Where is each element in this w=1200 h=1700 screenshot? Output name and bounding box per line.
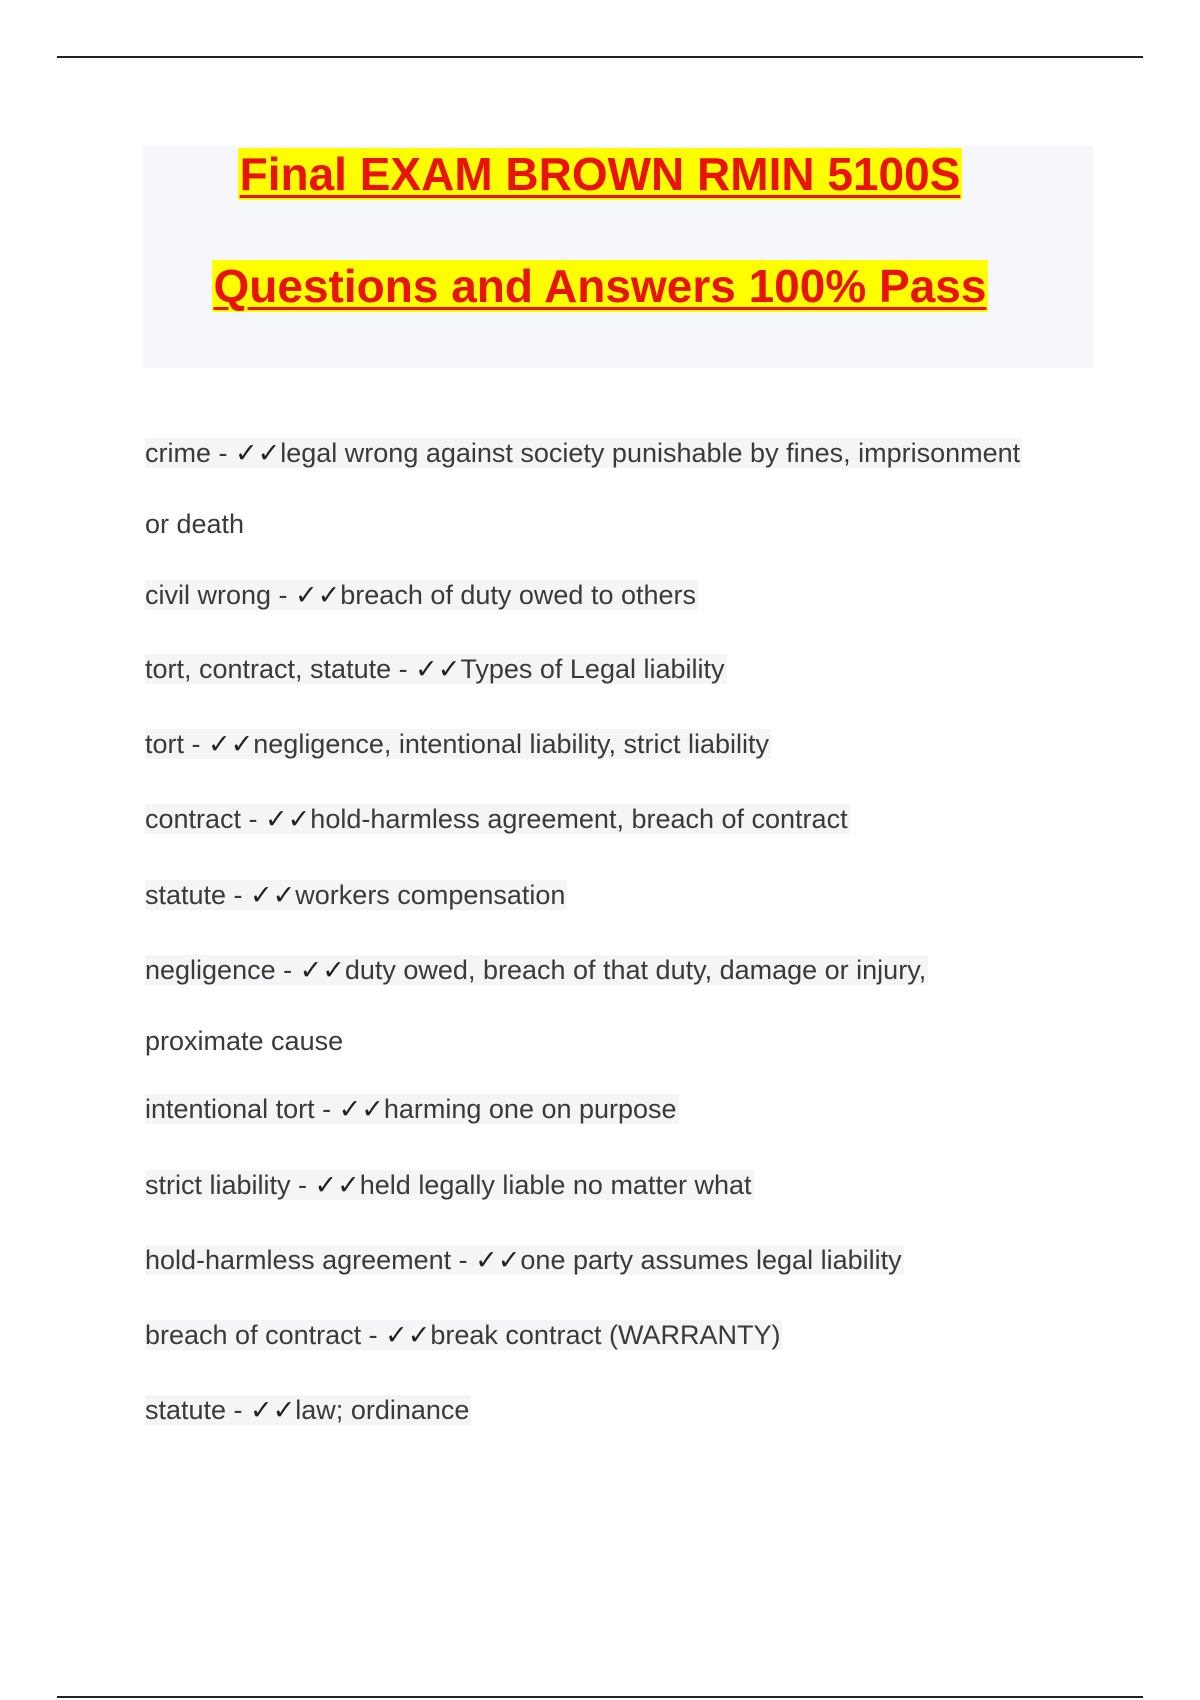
check-marks: ✓✓ [265,804,311,834]
definition-entry-liability-types [145,650,727,688]
entry-term: contract - [145,804,266,834]
entry-definition: held legally liable no matter what [359,1170,752,1200]
check-marks: ✓✓ [208,729,254,759]
entry-term: statute - [145,880,251,910]
entry-definition: harming one on purpose [383,1094,677,1124]
entry-definition: workers compensation [295,880,566,910]
entry-definition: one party assumes legal liability [520,1245,902,1275]
entry-definition: legal wrong against society punishable by fines, imprisonment [280,438,1021,468]
entry-definition-continuation: or death [145,509,245,539]
definition-entry-breach-of-contract [145,1316,782,1354]
document-title-text-2: Questions and Answers 100% Pass [213,260,987,312]
check-marks: ✓✓ [299,955,345,985]
check-marks: ✓✓ [338,1094,384,1124]
definition-entry-crime [145,434,1022,472]
definition-entry-statute-law [145,1391,471,1429]
entry-definition-continuation: proximate cause [145,1026,344,1056]
bottom-divider [57,1696,1143,1698]
entry-term: strict liability - [145,1170,315,1200]
definition-entry-statute [145,876,567,914]
definition-entry-negligence [145,951,928,989]
check-marks: ✓✓ [295,580,341,610]
definition-entry-hold-harmless [145,1241,904,1279]
definition-entry-contract [145,800,850,838]
check-marks: ✓✓ [385,1320,431,1350]
document-title-line-2 [0,258,1200,314]
entry-term: hold-harmless agreement - [145,1245,476,1275]
definition-entry-intentional-tort [145,1090,679,1128]
definition-entry-negligence-continuation [145,1022,343,1060]
document-title-text-1: Final EXAM BROWN RMIN 5100S [239,148,961,200]
definition-entry-civil-wrong [145,576,698,614]
entry-term: statute - [145,1395,251,1425]
definition-entry-crime-continuation [145,505,244,543]
entry-definition: break contract (WARRANTY) [430,1320,781,1350]
top-divider [57,56,1143,58]
entry-term: tort - [145,729,209,759]
entry-definition: hold-harmless agreement, breach of contract [310,804,848,834]
entry-term: breach of contract - [145,1320,386,1350]
entry-term: tort, contract, statute - [145,654,416,684]
check-marks: ✓✓ [314,1170,360,1200]
entry-definition: Types of Legal liability [460,654,725,684]
document-title-line-1 [0,146,1200,202]
entry-definition: duty owed, breach of that duty, damage or injury, [344,955,927,985]
entry-term: civil wrong - [145,580,296,610]
definition-entry-strict-liability [145,1166,754,1204]
check-marks: ✓✓ [235,438,281,468]
entry-term: negligence - [145,955,300,985]
entry-definition: breach of duty owed to others [340,580,697,610]
check-marks: ✓✓ [250,1395,296,1425]
entry-definition: negligence, intentional liability, strict liability [253,729,770,759]
check-marks: ✓✓ [250,880,296,910]
entry-term: crime - [145,438,235,468]
definition-entry-tort [145,725,771,763]
entry-term: intentional tort - [145,1094,339,1124]
check-marks: ✓✓ [475,1245,521,1275]
entry-definition: law; ordinance [295,1395,470,1425]
check-marks: ✓✓ [415,654,461,684]
